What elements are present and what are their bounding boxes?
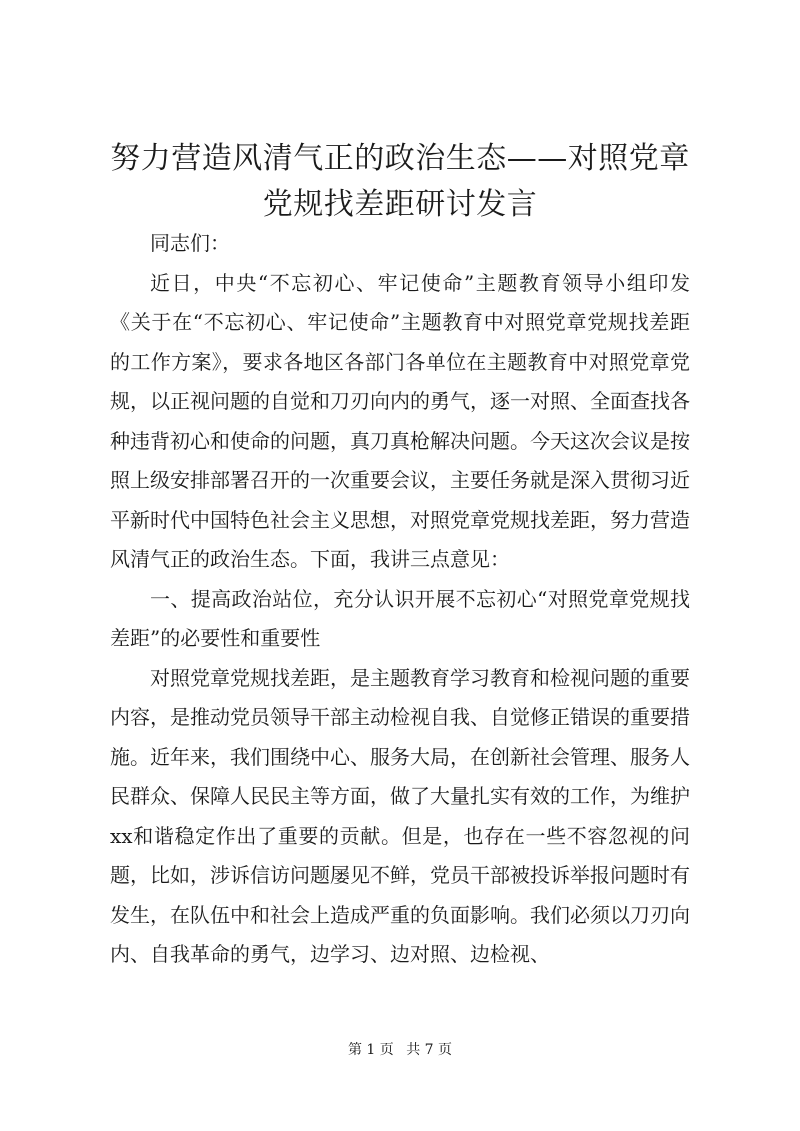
document-title: 努力营造风清气正的政治生态——对照党章党规找差距研讨发言: [110, 141, 690, 222]
document-body: [110, 224, 690, 975]
page-total: 共 7 页: [406, 1042, 453, 1058]
page-number: 第 1 页: [347, 1042, 394, 1058]
page-footer: [0, 1040, 800, 1060]
paragraph-intro: 近日，中央“不忘初心、牢记使命”主题教育领导小组印发《关于在“不忘初心、牢记使命”主题教育中对照党章党规找差距的工作方案》，要求各地区各部门各单位在主题教育中对照党章党规，以正视问题的自觉和刀刃向内的勇气，逐一对照、全面查找各种违背初心和使命的问题，真刀真枪解决问题。今天这次会议是按照上级安排部署召开的一次重要会议，主要任务就是深入贯彻习近平新时代中国特色社会主义思想，对照党章党规找差距，努力营造风清气正的政治生态。下面，我讲三点意见：: [110, 270, 690, 571]
paragraph-salutation: 同志们：: [150, 231, 230, 255]
section-heading-1: 一、提高政治站位，充分认识开展不忘初心“对照党章党规找差距”的必要性和重要性: [110, 586, 690, 650]
paragraph-section-1: 对照党章党规找差距，是主题教育学习教育和检视问题的重要内容，是推动党员领导干部主动检视自我、自觉修正错误的重要措施。近年来，我们围绕中心、服务大局，在创新社会管理、服务人民群众、保障人民民主等方面，做了大量扎实有效的工作，为维护xx和谐稳定作出了重要的贡献。但是，也存在一些不容忽视的问题，比如，涉诉信访问题屡见不鲜，党员干部被投诉举报问题时有发生，在队伍中和社会上造成严重的负面影响。我们必须以刀刃向内、自我革命的勇气，边学习、边对照、边检视、: [110, 665, 690, 966]
